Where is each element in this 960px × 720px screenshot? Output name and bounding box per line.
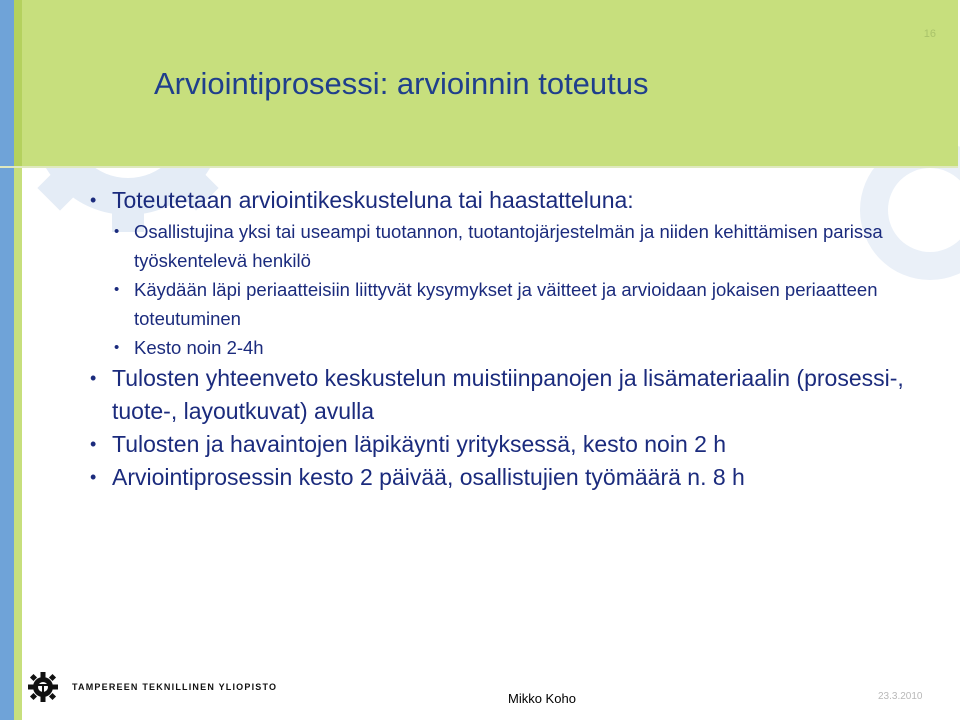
sub-bullet-list — [112, 217, 928, 362]
footer-author: Mikko Koho — [508, 691, 576, 706]
slide-content — [88, 184, 928, 494]
bullet-list — [88, 184, 928, 494]
footer-date: 23.3.2010 — [878, 691, 923, 702]
bullet-item: • Tulosten yhteenveto keskustelun muistiinpanojen ja lisämateriaalin (prosessi-, tuote-, layoutkuvat) avulla — [88, 362, 928, 428]
bullet-item — [88, 184, 928, 362]
university-logo — [28, 672, 277, 702]
bullet-item: • Tulosten ja havaintojen läpikäynti yrityksessä, kesto noin 2 h — [88, 428, 928, 461]
bullet-item: • Arviointiprosessin kesto 2 päivää, osallistujien työmäärä n. 8 h — [88, 461, 928, 494]
sub-bullet-item: • Käydään läpi periaatteisiin liittyvät kysymykset ja väitteet ja arvioidaan jokaisen periaatteen toteutuminen — [112, 275, 928, 333]
gear-logo-icon — [28, 672, 58, 702]
slide-number: 16 — [923, 28, 936, 40]
sub-bullet-item: • Osallistujina yksi tai useampi tuotannon, tuotantojärjestelmän ja niiden kehittämisen parissa työskentelevä henkilö — [112, 217, 928, 275]
sub-bullet-item: • Kesto noin 2-4h — [112, 333, 928, 362]
university-name: TAMPEREEN TEKNILLINEN YLIOPISTO — [72, 682, 278, 692]
bullet-text: Toteutetaan arviointikeskusteluna tai haastatteluna: — [112, 187, 634, 213]
slide-title: Arviointiprosessi: arvioinnin toteutus — [154, 66, 649, 101]
